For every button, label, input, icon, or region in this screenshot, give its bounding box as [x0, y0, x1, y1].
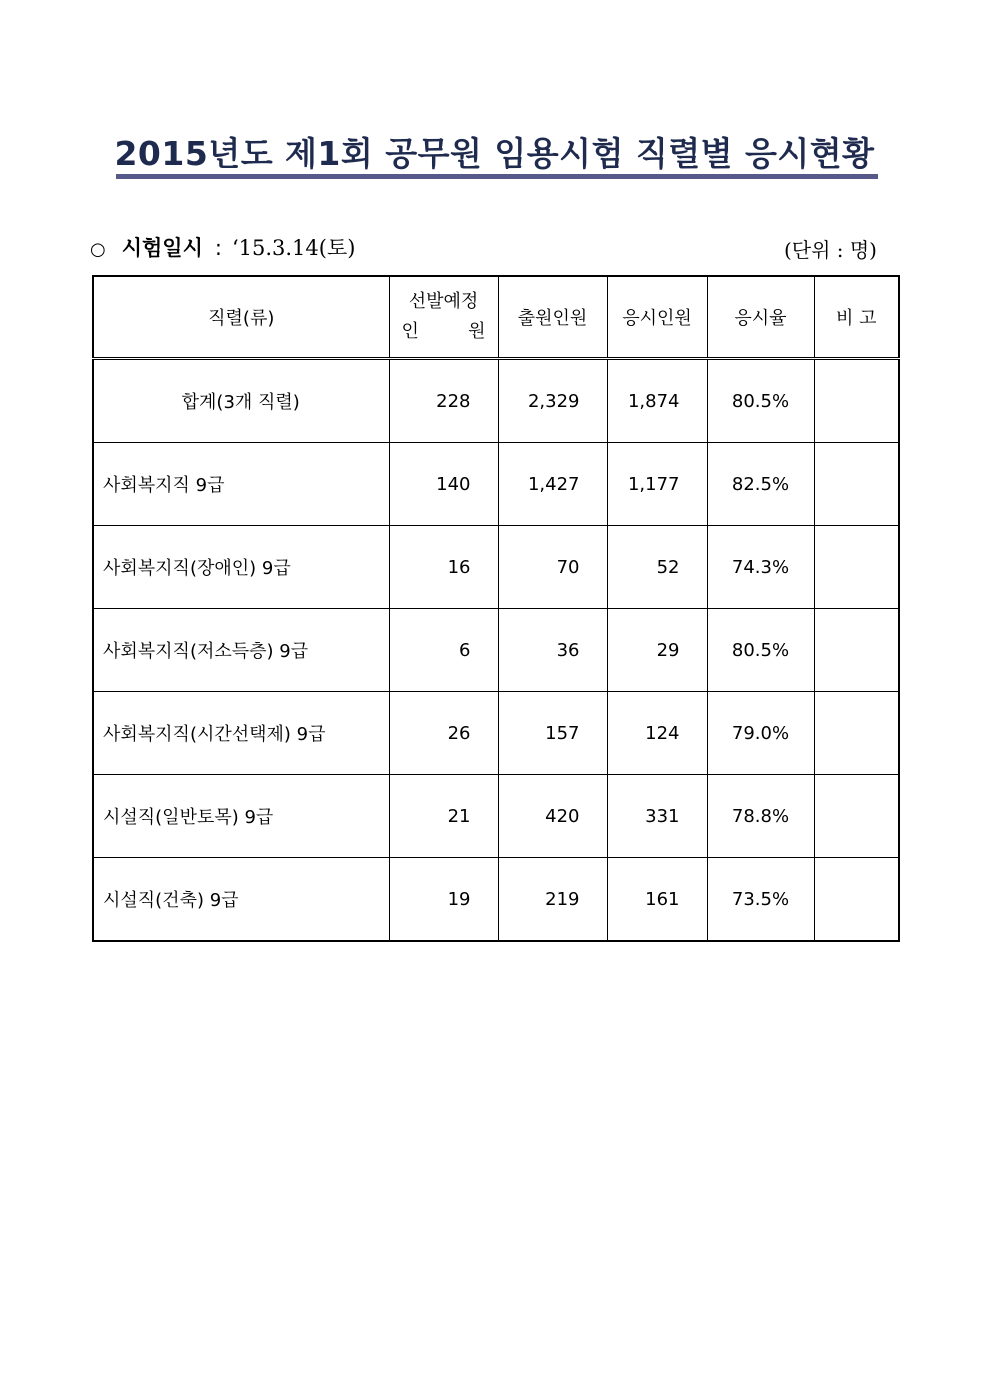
cell-job-class: 사회복지직(장애인) 9급 [93, 526, 389, 609]
cell-applicants: 219 [498, 858, 607, 942]
cell-job-class: 시설직(건축) 9급 [93, 858, 389, 942]
header-planned-line2-b: 원 [468, 321, 486, 342]
cell-examinees: 161 [607, 858, 707, 942]
cell-note [814, 443, 899, 526]
cell-planned: 16 [389, 526, 498, 609]
cell-planned: 21 [389, 775, 498, 858]
header-planned-line2-a: 인 [401, 321, 419, 342]
circle-bullet-icon: ○ [90, 239, 106, 260]
exam-date-value: ‘15.3.14(토) [231, 236, 356, 260]
cell-examinees: 29 [607, 609, 707, 692]
title-underline [116, 174, 878, 179]
cell-applicants: 2,329 [498, 359, 607, 443]
cell-note [814, 692, 899, 775]
table-row [93, 609, 899, 692]
cell-planned: 26 [389, 692, 498, 775]
cell-job-class: 사회복지직(저소득층) 9급 [93, 609, 389, 692]
exam-date-colon: : [214, 236, 222, 260]
table-header-row [93, 276, 899, 359]
table-row [93, 858, 899, 942]
cell-rate: 80.5% [707, 359, 814, 443]
cell-rate: 80.5% [707, 609, 814, 692]
cell-planned: 6 [389, 609, 498, 692]
cell-planned: 228 [389, 359, 498, 443]
cell-examinees: 1,177 [607, 443, 707, 526]
table-row [93, 692, 899, 775]
cell-applicants: 1,427 [498, 443, 607, 526]
cell-examinees: 52 [607, 526, 707, 609]
cell-note [814, 526, 899, 609]
header-applicants: 출원인원 [498, 276, 607, 359]
cell-rate: 73.5% [707, 858, 814, 942]
cell-rate: 82.5% [707, 443, 814, 526]
cell-applicants: 157 [498, 692, 607, 775]
cell-rate: 78.8% [707, 775, 814, 858]
header-rate: 응시율 [707, 276, 814, 359]
table-row [93, 443, 899, 526]
header-note: 비 고 [814, 276, 899, 359]
cell-applicants: 70 [498, 526, 607, 609]
table-row-total [93, 359, 899, 443]
unit-note: (단위 : 명) [783, 238, 877, 262]
header-job-class: 직렬(류) [93, 276, 389, 359]
table-row [93, 526, 899, 609]
header-examinees: 응시인원 [607, 276, 707, 359]
cell-planned: 140 [389, 443, 498, 526]
cell-examinees: 1,874 [607, 359, 707, 443]
cell-note [814, 775, 899, 858]
exam-date-label: 시험일시 [121, 236, 203, 260]
cell-examinees: 124 [607, 692, 707, 775]
cell-note [814, 858, 899, 942]
cell-job-class: 사회복지직(시간선택제) 9급 [93, 692, 389, 775]
exam-date-line [90, 232, 355, 262]
header-planned-line2 [390, 317, 498, 347]
cell-applicants: 420 [498, 775, 607, 858]
cell-job-class: 합계(3개 직렬) [93, 359, 389, 443]
exam-status-table [92, 275, 900, 942]
table-row [93, 775, 899, 858]
header-planned [389, 276, 498, 359]
cell-rate: 79.0% [707, 692, 814, 775]
cell-applicants: 36 [498, 609, 607, 692]
cell-rate: 74.3% [707, 526, 814, 609]
cell-note [814, 609, 899, 692]
cell-planned: 19 [389, 858, 498, 942]
cell-job-class: 시설직(일반토목) 9급 [93, 775, 389, 858]
cell-examinees: 331 [607, 775, 707, 858]
page-title: 2015년도 제1회 공무원 임용시험 직렬별 응시현황 [114, 134, 875, 173]
header-planned-line1: 선발예정 [408, 291, 479, 312]
cell-note [814, 359, 899, 443]
cell-job-class: 사회복지직 9급 [93, 443, 389, 526]
